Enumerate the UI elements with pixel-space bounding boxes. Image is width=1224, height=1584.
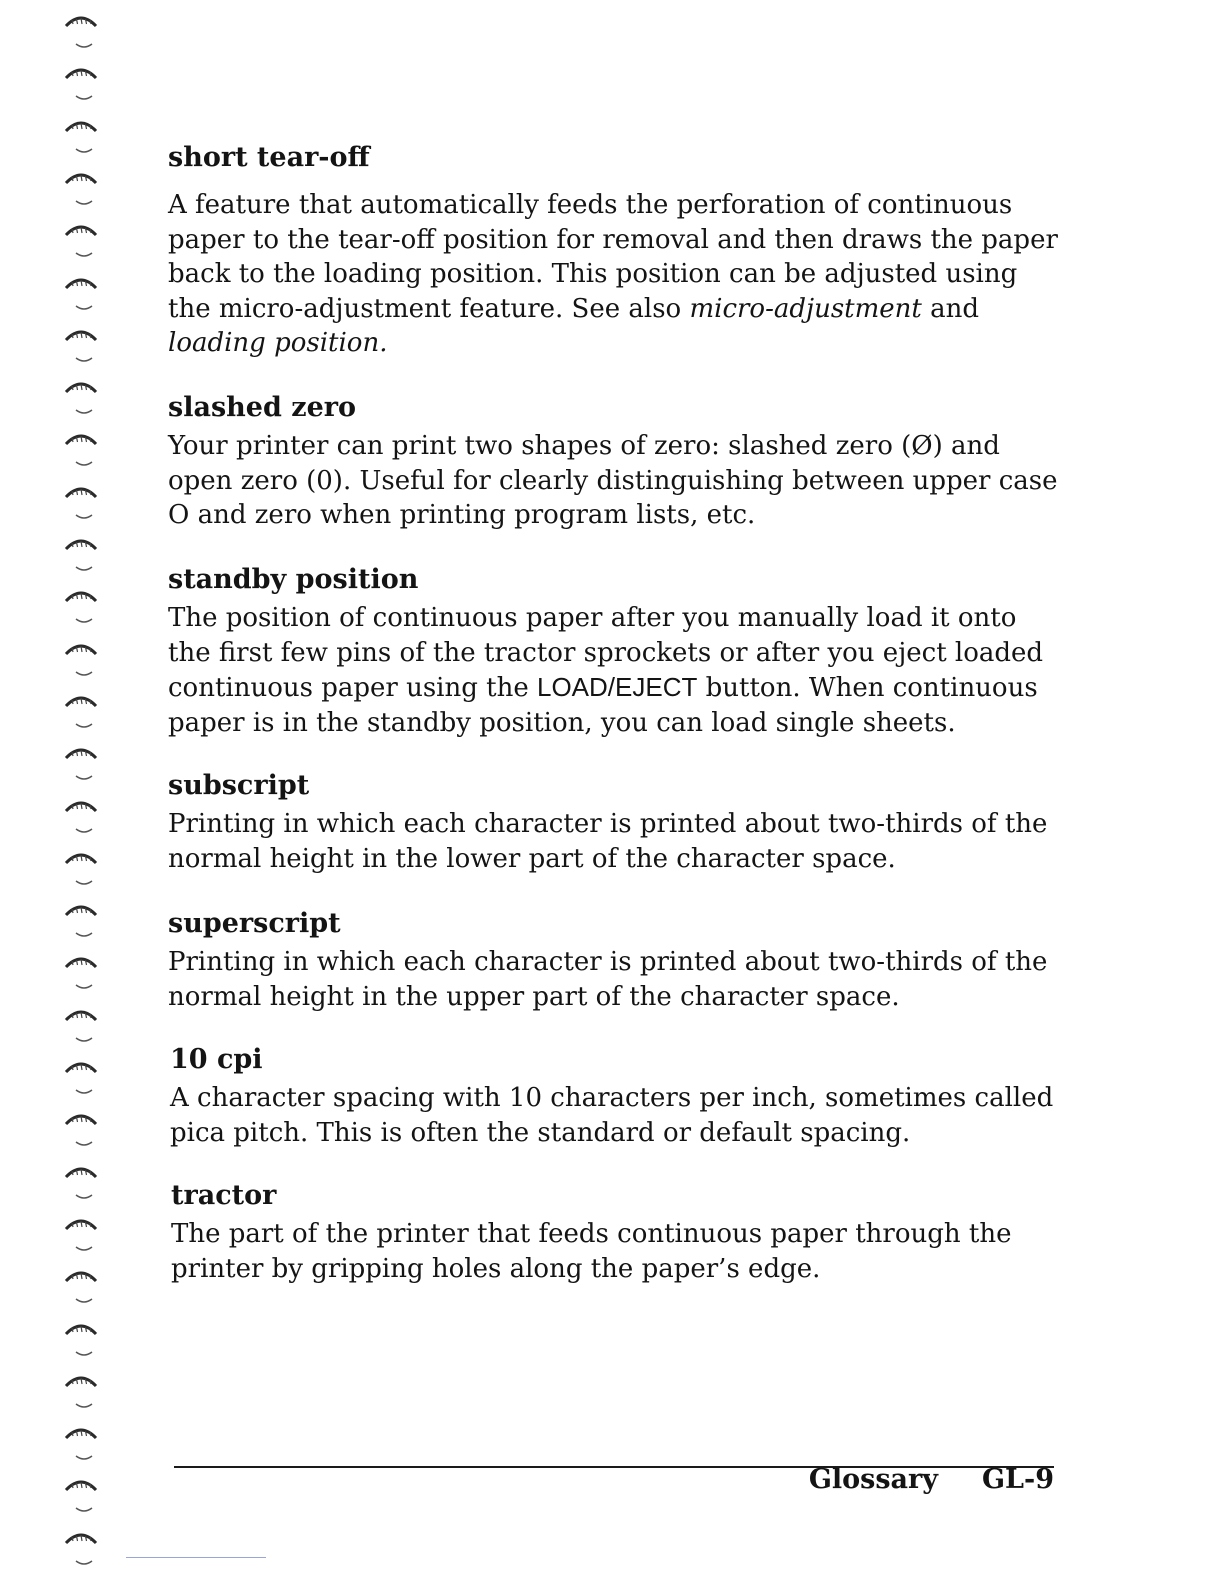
cross-reference: loading position. xyxy=(168,328,388,358)
glossary-entry xyxy=(168,906,1058,1014)
binding-ring-icon xyxy=(60,1054,102,1106)
glossary-entry xyxy=(168,140,1058,361)
cross-reference: micro-adjustment xyxy=(689,293,922,324)
binding-ring-icon xyxy=(60,1420,102,1472)
binding-ring-icon xyxy=(60,1316,102,1368)
binding-ring-icon xyxy=(60,1472,102,1524)
binding-ring-icon xyxy=(60,113,102,165)
binding-ring-icon xyxy=(60,1106,102,1158)
glossary-definition: Printing in which each character is printed about two-thirds of the normal height in the upper part of the character space. xyxy=(168,947,1048,1012)
page-footer xyxy=(809,1462,1054,1498)
definition-text: A feature that automatically feeds the perforation of continuous paper to the tear-off position for removal and then draws the paper back to the loading position. This position can be adjusted using the micro-adjustment feature. See also xyxy=(168,190,1058,324)
glossary-entry xyxy=(168,562,1058,740)
spiral-binding xyxy=(60,0,120,1584)
binding-ring-icon xyxy=(60,1525,102,1577)
footer-section-title: Glossary xyxy=(808,1464,938,1495)
glossary-definition: The part of the printer that feeds continuous paper through the printer by gripping holes along the paper’s edge. xyxy=(171,1219,1012,1284)
binding-ring-icon xyxy=(60,845,102,897)
binding-ring-icon xyxy=(60,426,102,478)
binding-ring-icon xyxy=(60,740,102,792)
glossary-term: standby position xyxy=(168,564,419,595)
binding-ring-icon xyxy=(60,374,102,426)
binding-ring-icon xyxy=(60,322,102,374)
binding-ring-icon xyxy=(60,1002,102,1054)
binding-ring-icon xyxy=(60,636,102,688)
binding-ring-icon xyxy=(60,897,102,949)
binding-ring-icon xyxy=(60,1159,102,1211)
glossary-entry xyxy=(170,1042,1058,1150)
glossary-term: superscript xyxy=(168,908,341,939)
binding-ring-icon xyxy=(60,688,102,740)
binding-ring-icon xyxy=(60,1368,102,1420)
glossary-definition xyxy=(168,601,1058,740)
scan-artifact-line xyxy=(126,1557,266,1558)
definition-text: and xyxy=(921,293,979,324)
binding-ring-icon xyxy=(60,1211,102,1263)
binding-ring-icon xyxy=(60,949,102,1001)
glossary-term: subscript xyxy=(168,770,310,801)
binding-ring-icon xyxy=(60,531,102,583)
glossary-term: tractor xyxy=(171,1180,277,1211)
glossary-entry xyxy=(171,1178,1058,1286)
binding-ring-icon xyxy=(60,60,102,112)
button-name: LOAD/EJECT xyxy=(537,672,698,702)
binding-ring-icon xyxy=(60,270,102,322)
definition-text: button. When continuous paper is in the standby position, you can load single sheets. xyxy=(168,673,1038,738)
definition-text: The position of continuous paper after you manually load it onto the first few pins of the tractor sprockets or after you eject loaded continuous paper using the xyxy=(168,603,1044,703)
binding-ring-icon xyxy=(60,8,102,60)
glossary-entry xyxy=(168,768,1058,876)
binding-ring-icon xyxy=(60,217,102,269)
binding-ring-icon xyxy=(60,583,102,635)
glossary-term: slashed zero xyxy=(168,392,356,423)
binding-ring-icon xyxy=(60,479,102,531)
glossary-definition xyxy=(168,188,1058,361)
glossary-definition: Printing in which each character is printed about two-thirds of the normal height in the lower part of the character space. xyxy=(168,809,1048,874)
glossary-definition: Your printer can print two shapes of zero: slashed zero (Ø) and open zero (0). Useful for clearly distinguishing between upper case O and zero when printing program lists, etc. xyxy=(168,431,1058,530)
binding-ring-icon xyxy=(60,1263,102,1315)
glossary-term: 10 cpi xyxy=(170,1044,263,1075)
glossary-entry xyxy=(168,390,1058,533)
glossary-term: short tear-off xyxy=(168,142,370,173)
glossary-definition: A character spacing with 10 characters per inch, sometimes called pica pitch. This is often the standard or default spacing. xyxy=(170,1083,1054,1148)
binding-ring-icon xyxy=(60,165,102,217)
page-number: GL-9 xyxy=(981,1464,1054,1495)
binding-ring-icon xyxy=(60,793,102,845)
